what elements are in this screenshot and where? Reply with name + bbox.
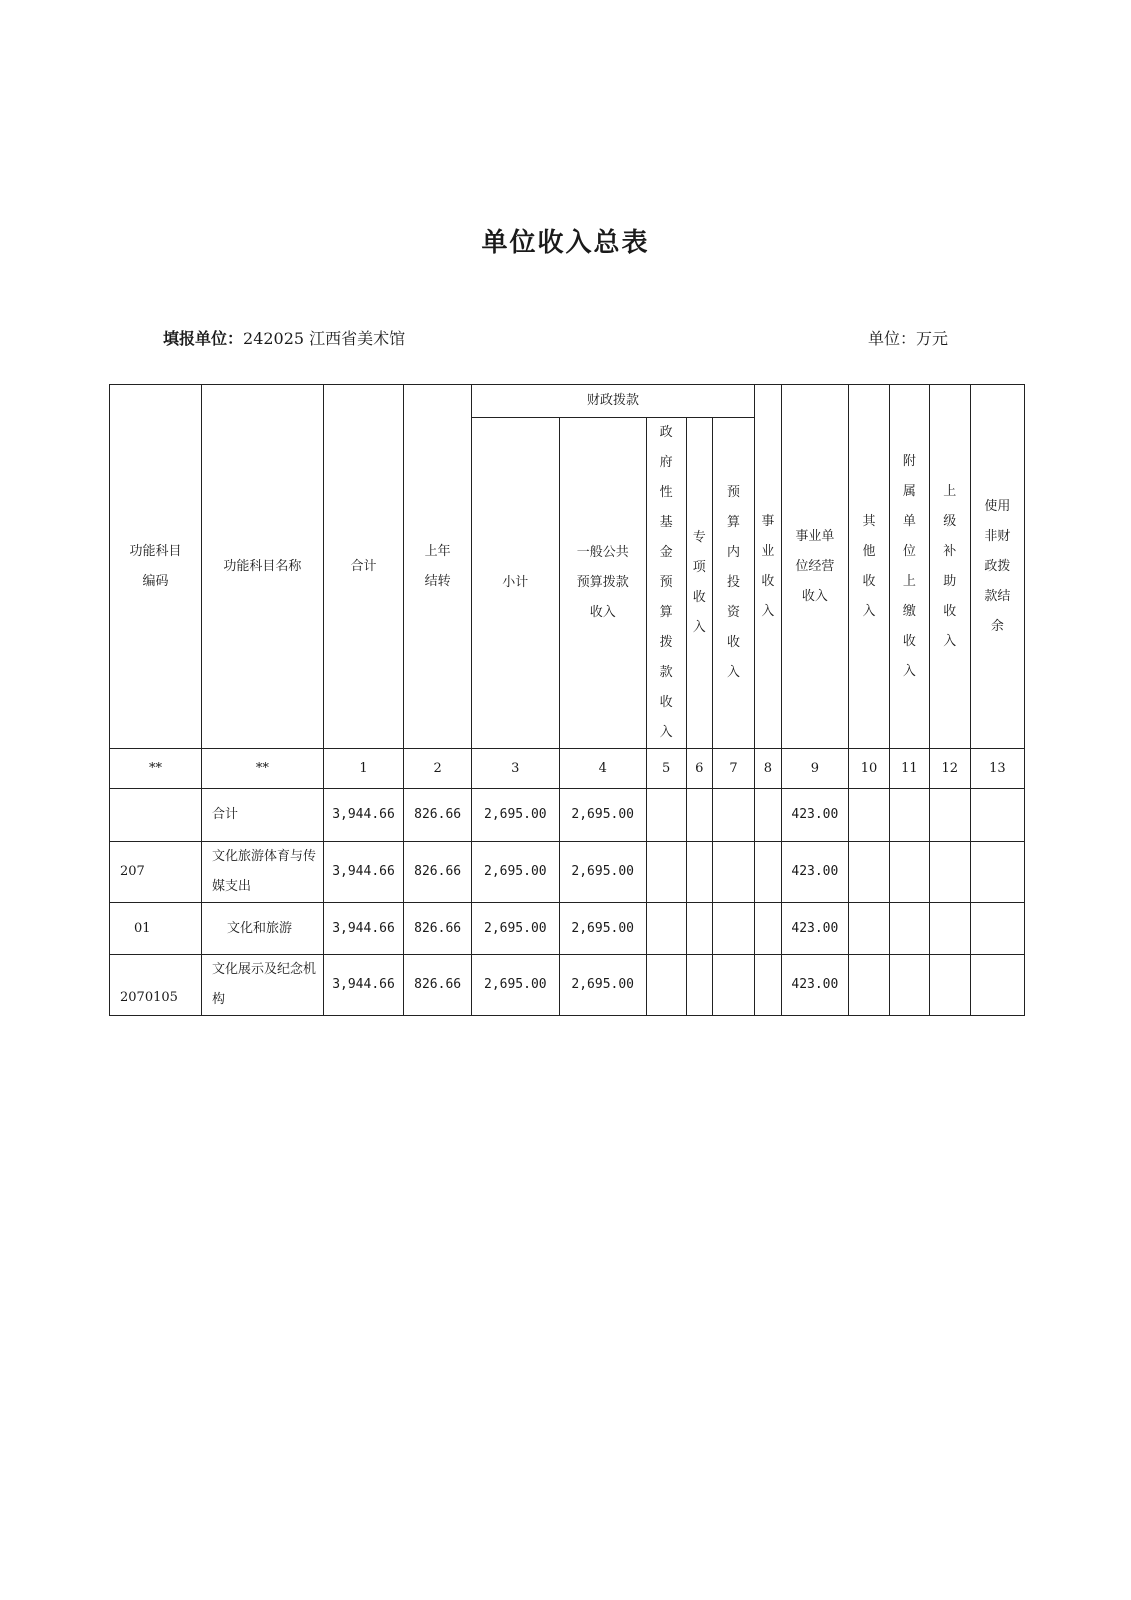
header-operation: 事业单位经营收入 <box>781 385 848 749</box>
row-subtotal: 2,695.00 <box>471 842 559 903</box>
row-total: 3,944.66 <box>323 955 404 1016</box>
header-fiscal-group: 财政拨款 <box>471 385 754 418</box>
index-cell: 11 <box>889 749 929 789</box>
index-cell: 5 <box>646 749 686 789</box>
row-total: 3,944.66 <box>323 842 404 903</box>
row-name: 文化展示及纪念机构 <box>202 955 324 1016</box>
header-gov-fund: 政府性基金预算拨款收入 <box>646 418 686 749</box>
index-cell: ** <box>202 749 324 789</box>
header-name: 功能科目名称 <box>202 385 324 749</box>
income-summary-table <box>109 384 1025 1016</box>
reporting-unit <box>163 326 405 349</box>
row-total: 3,944.66 <box>323 903 404 955</box>
index-cell: 12 <box>929 749 970 789</box>
page-title: 单位收入总表 <box>481 228 650 258</box>
header-total: 合计 <box>323 385 404 749</box>
row-code: 01 <box>110 903 202 955</box>
row-operation: 423.00 <box>781 955 848 1016</box>
index-cell: 10 <box>849 749 890 789</box>
header-special: 专项收入 <box>686 418 713 749</box>
header-subtotal: 小计 <box>471 418 559 749</box>
header-general: 一般公共预算拨款收入 <box>559 418 646 749</box>
row-total: 3,944.66 <box>323 789 404 842</box>
table-row <box>110 903 1025 955</box>
row-operation: 423.00 <box>781 903 848 955</box>
currency-unit: 单位：万元 <box>868 329 949 348</box>
row-carryover: 826.66 <box>404 955 471 1016</box>
index-cell: 2 <box>404 749 471 789</box>
row-code: 2070105 <box>110 955 202 1016</box>
row-general: 2,695.00 <box>559 842 646 903</box>
index-cell: 7 <box>713 749 755 789</box>
row-general: 2,695.00 <box>559 903 646 955</box>
index-cell: 1 <box>323 749 404 789</box>
row-operation: 423.00 <box>781 789 848 842</box>
header-code: 功能科目编码 <box>110 385 202 749</box>
index-cell: 9 <box>781 749 848 789</box>
header-subsidy: 上级补助收入 <box>929 385 970 749</box>
row-name: 文化和旅游 <box>202 903 324 955</box>
index-cell: 6 <box>686 749 713 789</box>
index-cell: ** <box>110 749 202 789</box>
row-carryover: 826.66 <box>404 903 471 955</box>
reporting-unit-value: 242025 江西省美术馆 <box>243 329 406 348</box>
row-general: 2,695.00 <box>559 955 646 1016</box>
row-carryover: 826.66 <box>404 789 471 842</box>
header-business: 事业收入 <box>755 385 782 749</box>
row-operation: 423.00 <box>781 842 848 903</box>
row-name: 合计 <box>202 789 324 842</box>
index-cell: 13 <box>970 749 1024 789</box>
row-carryover: 826.66 <box>404 842 471 903</box>
header-invest: 预算内投资收入 <box>713 418 755 749</box>
row-subtotal: 2,695.00 <box>471 789 559 842</box>
index-cell: 4 <box>559 749 646 789</box>
row-code: 207 <box>110 842 202 903</box>
row-code <box>110 789 202 842</box>
header-other: 其他收入 <box>849 385 890 749</box>
index-row <box>110 749 1025 789</box>
table-row <box>110 955 1025 1016</box>
header-affiliated: 附属单位上缴收入 <box>889 385 929 749</box>
header-carryover: 上年结转 <box>404 385 471 749</box>
row-general: 2,695.00 <box>559 789 646 842</box>
row-subtotal: 2,695.00 <box>471 903 559 955</box>
row-name: 文化旅游体育与传媒支出 <box>202 842 324 903</box>
row-subtotal: 2,695.00 <box>471 955 559 1016</box>
reporting-unit-label: 填报单位： <box>163 329 244 348</box>
index-cell: 8 <box>755 749 782 789</box>
index-cell: 3 <box>471 749 559 789</box>
table-row <box>110 789 1025 842</box>
header-nonfiscal: 使用非财政拨款结余 <box>970 385 1024 749</box>
table-row <box>110 842 1025 903</box>
